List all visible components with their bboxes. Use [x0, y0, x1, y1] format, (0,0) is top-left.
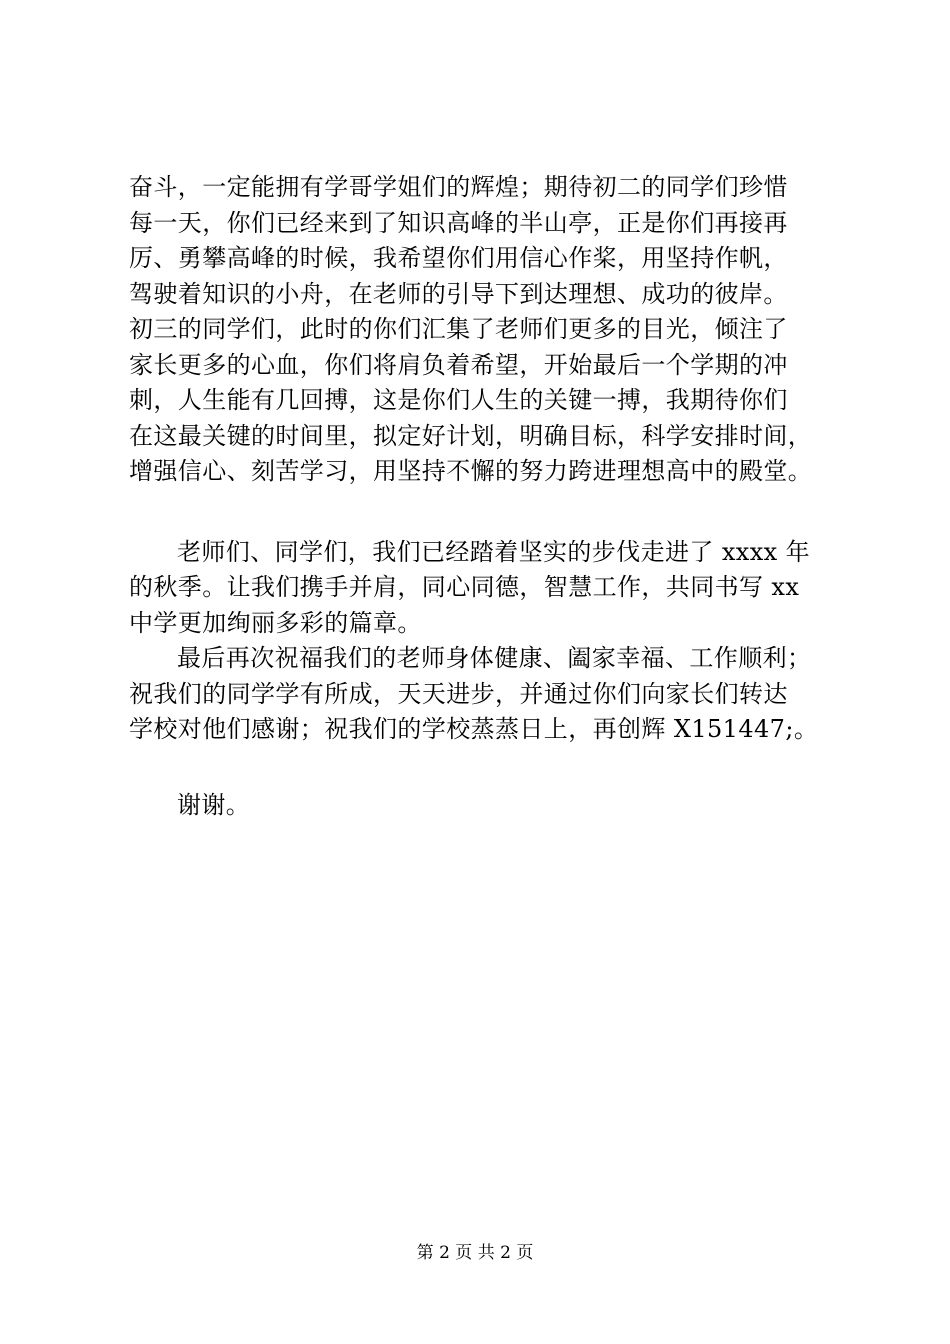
paragraph-spacer	[129, 748, 839, 788]
text-line: 最后再次祝福我们的老师身体健康、阖家幸福、工作顺利；	[177, 644, 812, 672]
paragraph-3	[129, 641, 839, 748]
text-line: 中学更加绚丽多彩的篇章。	[129, 608, 422, 637]
paragraph-2	[129, 535, 839, 642]
document-body	[129, 170, 839, 823]
text-line: 奋斗，一定能拥有学哥学姐们的辉煌；期待初二的同学们珍惜	[129, 173, 788, 201]
text-line: 家长更多的心血，你们将肩负着希望，开始最后一个学期的冲	[129, 350, 788, 379]
text-line: 的秋季。让我们携手并肩，同心同德，智慧工作，共同书写 xx	[129, 573, 800, 601]
text-line: 驾驶着知识的小舟，在老师的引导下到达理想、成功的彼岸。	[129, 279, 788, 308]
text-line: 祝我们的同学学有所成，天天进步，并通过你们向家长们转达	[129, 679, 788, 708]
text-line: 每一天，你们已经来到了知识高峰的半山亭，正是你们再接再	[129, 208, 788, 237]
text-line: 在这最关键的时间里，拟定好计划，明确目标，科学安排时间，	[129, 421, 813, 450]
paragraph-1	[129, 170, 839, 490]
paragraph-spacer	[129, 490, 839, 535]
text-line: 老师们、同学们，我们已经踏着坚实的步伐走进了 xxxx 年	[177, 537, 810, 566]
page-number-footer: 第 2 页 共 2 页	[416, 1243, 534, 1263]
text-line: 增强信心、刻苦学习，用坚持不懈的努力跨进理想高中的殿堂。	[129, 457, 813, 485]
text-line: 初三的同学们，此时的你们汇集了老师们更多的目光，倾注了	[129, 315, 788, 343]
text-line: 厉、勇攀高峰的时候，我希望你们用信心作桨，用坚持作帆，	[129, 244, 788, 272]
text-line: 刺，人生能有几回搏，这是你们人生的关键一搏，我期待你们	[129, 386, 788, 414]
closing-paragraph	[129, 788, 839, 824]
closing-text: 谢谢。	[177, 790, 251, 819]
text-line: 学校对他们感谢；祝我们的学校蒸蒸日上，再创辉 X151447;。	[129, 715, 819, 743]
